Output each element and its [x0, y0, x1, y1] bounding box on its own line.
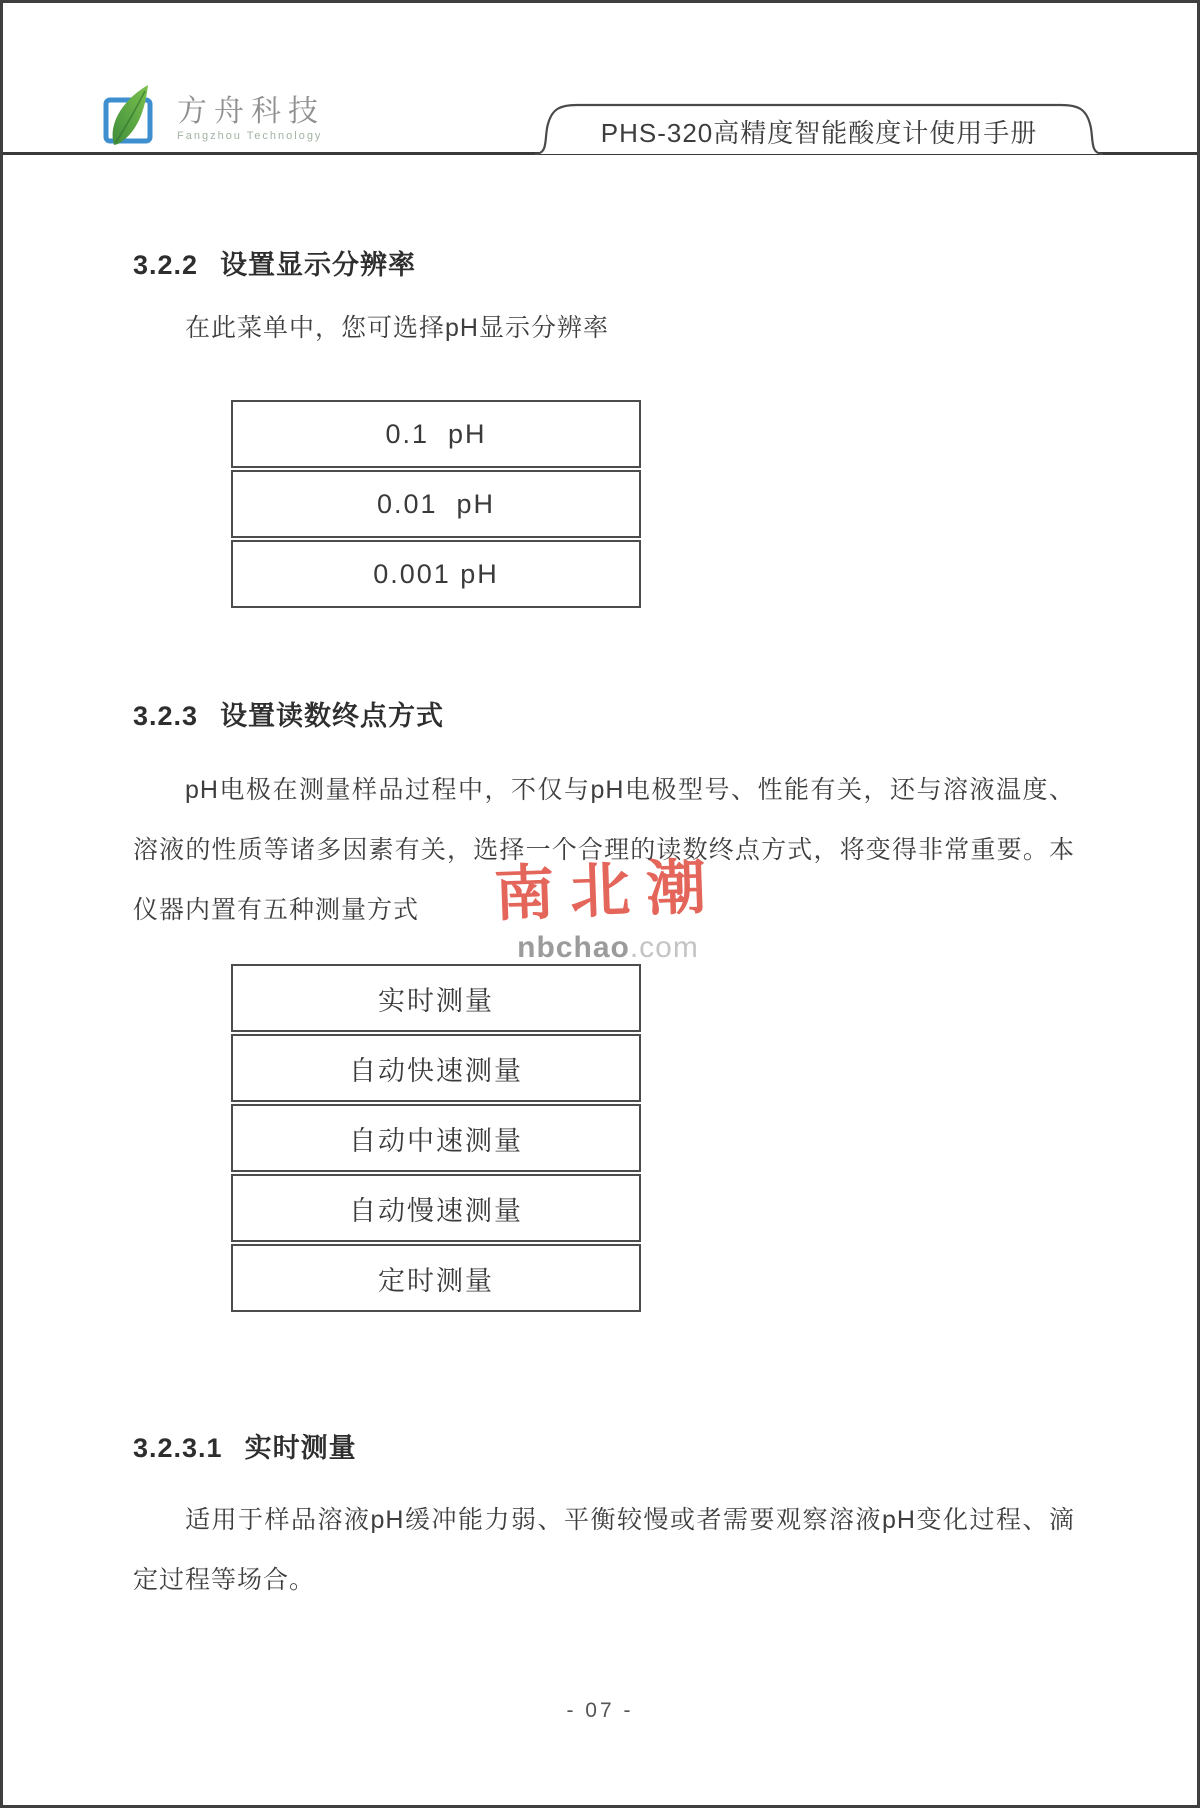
endpoint-mode-paragraph: pH电极在测量样品过程中，不仅与pH电极型号、性能有关，还与溶液温度、溶液的性质等诸多因素有关，选择一个合理的读数终点方式，将变得非常重要。本仪器内置有五种测量方式	[133, 776, 1075, 924]
manual-title-tab	[533, 101, 1105, 155]
logo-text	[177, 96, 325, 142]
measurement-modes-table	[231, 964, 641, 1312]
section-number: 3.2.3	[133, 701, 199, 731]
resolution-options-table	[231, 400, 641, 608]
section-number: 3.2.2	[133, 250, 199, 280]
display-resolution-intro: 在此菜单中，您可选择pH显示分辨率	[185, 314, 609, 342]
table-row: 定时测量	[231, 1244, 641, 1312]
section-title: 设置显示分辨率	[220, 250, 417, 280]
page-header	[3, 3, 1197, 155]
table-row: 自动中速测量	[231, 1104, 641, 1172]
page-number: - 07 -	[566, 1699, 634, 1722]
watermark-brand: 南北潮	[493, 854, 724, 928]
manual-title: PHS-320高精度智能酸度计使用手册	[600, 117, 1038, 148]
table-row: 0.01 pH	[231, 470, 641, 538]
table-row: 自动慢速测量	[231, 1174, 641, 1242]
watermark-domain-tld: .com	[629, 931, 699, 964]
logo-company-name: 方舟科技	[177, 94, 325, 128]
section-heading-display-resolution	[133, 243, 1075, 282]
company-logo	[101, 83, 325, 154]
section-number: 3.2.3.1	[133, 1433, 223, 1463]
leaf-logo-icon	[101, 83, 163, 154]
watermark-domain-name: nbchao	[517, 931, 630, 964]
section-heading-endpoint-mode	[133, 694, 1075, 733]
table-row: 0.1 pH	[231, 400, 641, 468]
section-title: 实时测量	[244, 1433, 357, 1463]
section-title: 设置读数终点方式	[220, 701, 445, 731]
realtime-measurement-paragraph: 适用于样品溶液pH缓冲能力弱、平衡较慢或者需要观察溶液pH变化过程、滴定过程等场合。	[133, 1506, 1075, 1594]
page-content	[3, 243, 1197, 1610]
table-row: 实时测量	[231, 964, 641, 1032]
table-row: 自动快速测量	[231, 1034, 641, 1102]
table-row: 0.001 pH	[231, 540, 641, 608]
logo-company-subtitle: Fangzhou Technology	[177, 129, 323, 142]
section-heading-realtime-measurement	[133, 1426, 1075, 1465]
